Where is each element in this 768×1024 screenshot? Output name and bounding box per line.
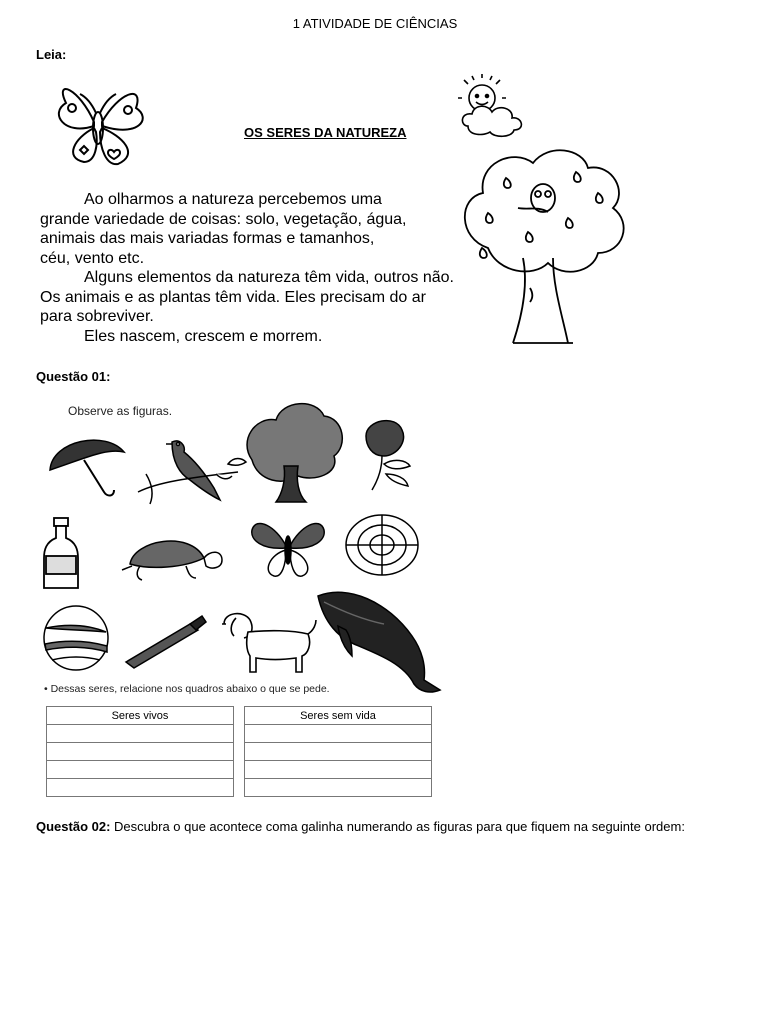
table-header: Seres vivos bbox=[47, 707, 234, 725]
butterfly-icon bbox=[250, 518, 326, 580]
turtle-icon bbox=[120, 530, 224, 586]
question1-label: Questão 01: bbox=[36, 369, 111, 384]
sun-cloud-drawing bbox=[452, 74, 546, 140]
answer-cell[interactable] bbox=[47, 761, 234, 779]
living-beings-table bbox=[46, 706, 234, 797]
answer-cell[interactable] bbox=[245, 725, 432, 743]
answer-cell[interactable] bbox=[47, 743, 234, 761]
flower-icon bbox=[342, 510, 422, 580]
whale-icon bbox=[314, 586, 442, 698]
question2-label: Questão 02: bbox=[36, 819, 111, 834]
reading-line: para sobreviver. bbox=[40, 308, 154, 325]
table-header: Seres sem vida bbox=[245, 707, 432, 725]
bottle-icon bbox=[40, 516, 84, 592]
answer-cell[interactable] bbox=[245, 761, 432, 779]
reading-text bbox=[40, 190, 490, 346]
reading-line: Eles nascem, crescem e morrem. bbox=[84, 327, 323, 345]
answer-cell[interactable] bbox=[47, 725, 234, 743]
umbrella-icon bbox=[46, 430, 126, 502]
question2 bbox=[36, 818, 736, 835]
rose-icon bbox=[356, 414, 426, 494]
pen-icon bbox=[120, 614, 210, 668]
observe-text: Observe as figuras. bbox=[68, 404, 173, 418]
bird-icon bbox=[136, 434, 248, 506]
answer-cell[interactable] bbox=[47, 779, 234, 797]
answer-cell[interactable] bbox=[245, 743, 432, 761]
reading-line: Alguns elementos da natureza têm vida, outros não. bbox=[84, 269, 454, 286]
butterfly-drawing bbox=[44, 78, 154, 173]
question2-text: Descubra o que acontece coma galinha numerando as figuras para que fiquem na seguinte ordem: bbox=[110, 819, 685, 834]
answer-cell[interactable] bbox=[245, 779, 432, 797]
reading-line: Os animais e as plantas têm vida. Eles precisam do ar bbox=[40, 288, 426, 306]
reading-heading: OS SERES DA NATUREZA bbox=[244, 125, 407, 140]
read-label: Leia: bbox=[36, 47, 67, 62]
reading-line: céu, vento etc. bbox=[40, 249, 145, 267]
instruction-text: • Dessas seres, relacione nos quadros abaixo o que se pede. bbox=[44, 683, 330, 695]
reading-line: grande variedade de coisas: solo, vegetação, água, bbox=[40, 210, 407, 228]
non-living-table bbox=[244, 706, 432, 797]
ball-icon bbox=[42, 604, 110, 672]
dog-icon bbox=[220, 604, 320, 676]
reading-line: animais das mais variadas formas e tamanhos, bbox=[40, 230, 375, 247]
document-title: 1 ATIVIDADE DE CIÊNCIAS bbox=[292, 16, 458, 31]
tree-icon bbox=[242, 400, 344, 508]
reading-line: Ao olharmos a natureza percebemos uma bbox=[84, 191, 382, 208]
